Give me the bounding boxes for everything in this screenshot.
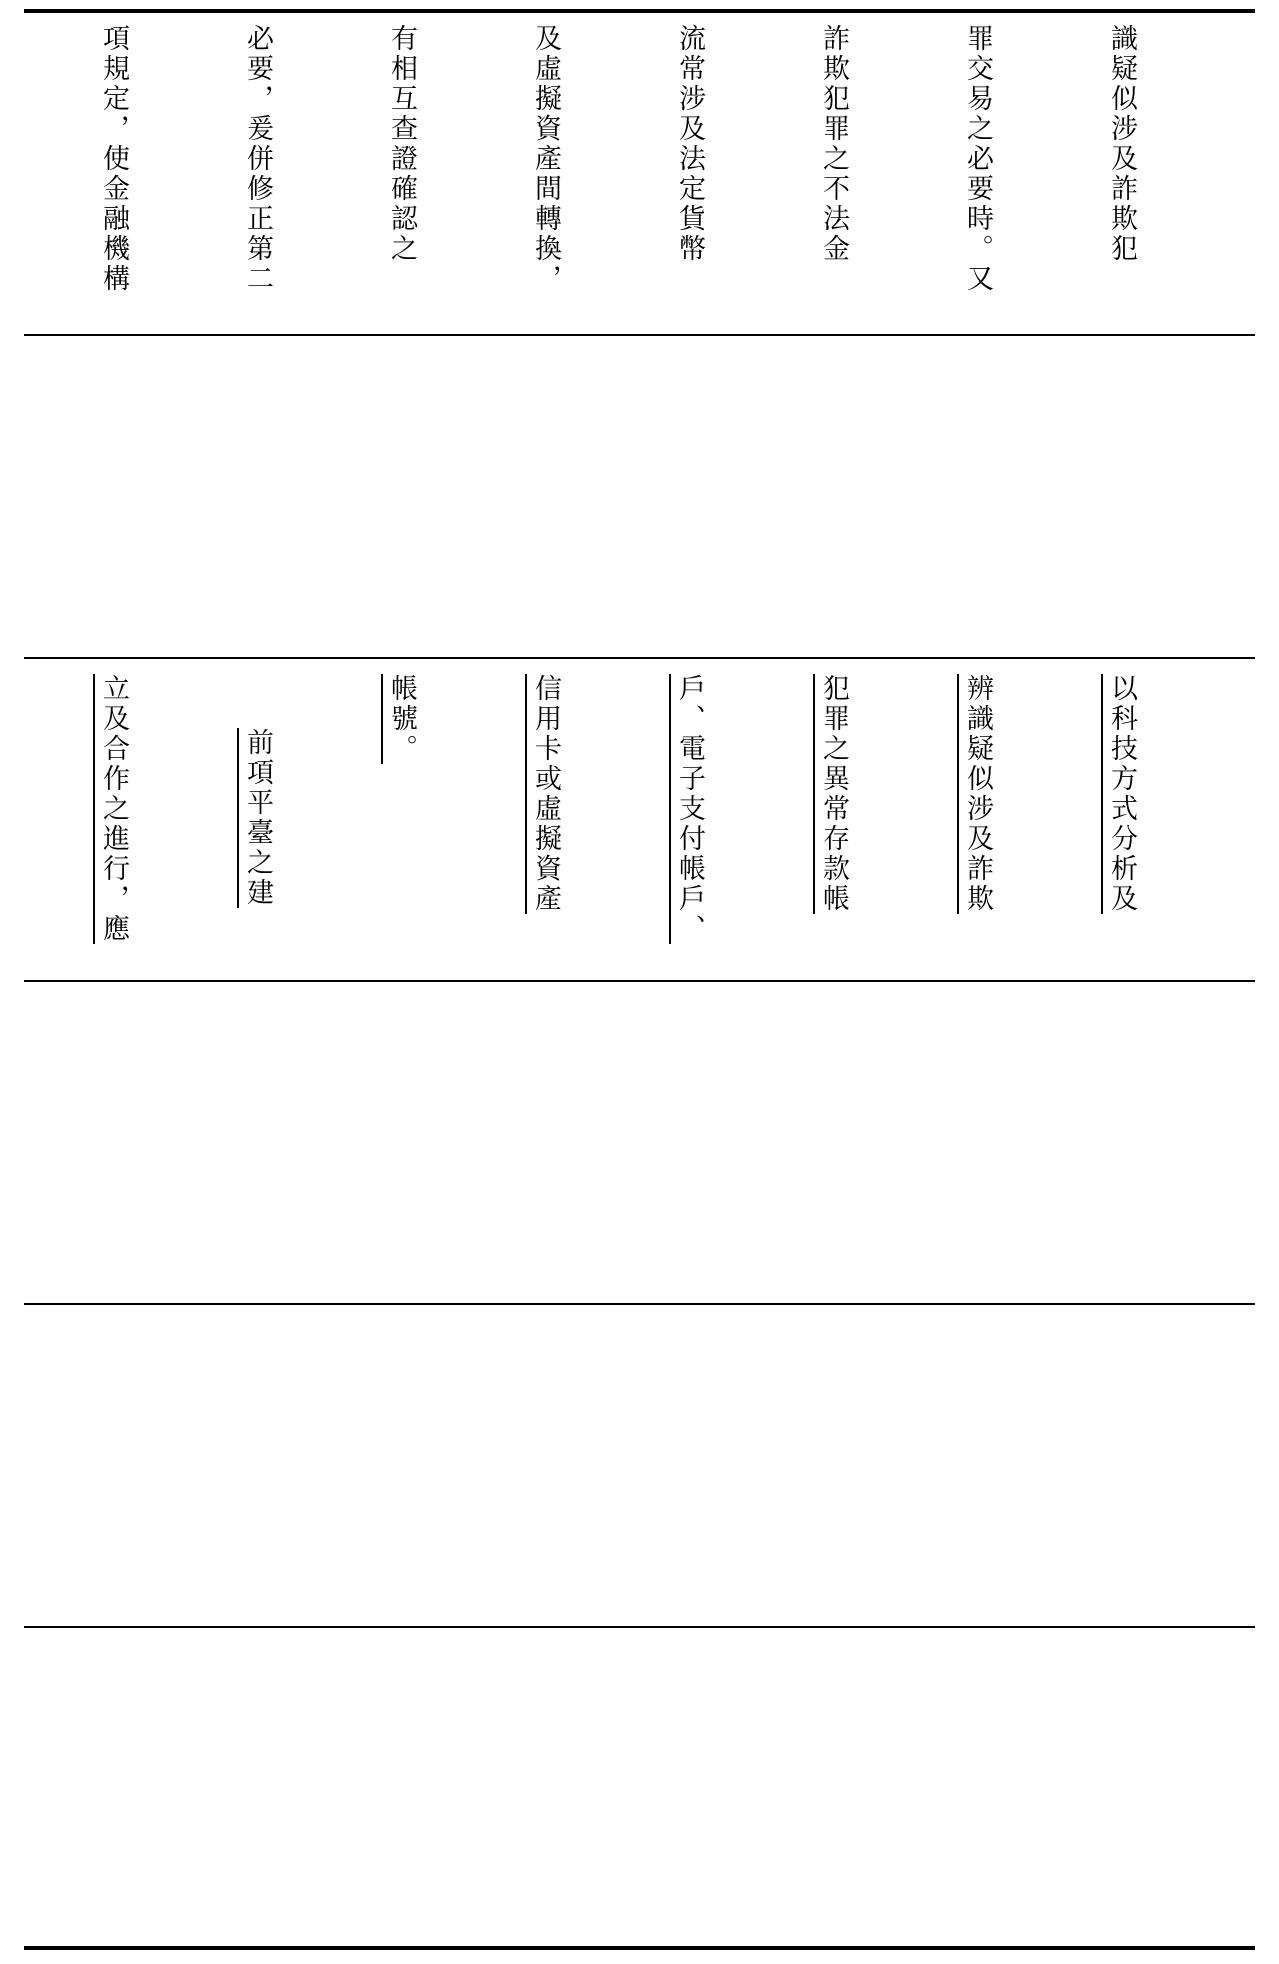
explanation-text-block xyxy=(0,24,1241,344)
section-divider xyxy=(24,657,1255,659)
text-column: 識疑似涉及詐欺犯 xyxy=(1106,24,1137,264)
amendment-text-block xyxy=(0,674,1241,974)
text-column: 辨識疑似涉及詐欺 xyxy=(962,674,993,914)
text-column: 詐欺犯罪之不法金 xyxy=(818,24,849,264)
text-column: 以科技方式分析及 xyxy=(1106,674,1137,914)
text-column: 有相互查證確認之 xyxy=(386,24,417,264)
text-column: 立及合作之進行，應 xyxy=(98,674,129,944)
text-column: 戶、電子支付帳戶、 xyxy=(674,674,705,944)
section-divider xyxy=(24,980,1255,982)
text-column: 必要，爰併修正第二 xyxy=(242,24,273,294)
text-column: 前項平臺之建 xyxy=(242,728,273,908)
section-divider xyxy=(24,334,1255,336)
text-column: 罪交易之必要時。又 xyxy=(962,24,993,294)
bottom-rule xyxy=(24,1946,1255,1950)
text-column: 信用卡或虛擬資產 xyxy=(530,674,561,914)
text-column: 犯罪之異常存款帳 xyxy=(818,674,849,914)
section-divider xyxy=(24,1626,1255,1628)
text-column: 帳號。 xyxy=(386,674,417,764)
text-column: 及虛擬資產間轉換， xyxy=(530,24,561,294)
text-column: 項規定，使金融機構 xyxy=(98,24,129,294)
text-column: 流常涉及法定貨幣 xyxy=(674,24,705,264)
top-rule xyxy=(24,9,1255,13)
section-divider xyxy=(24,1303,1255,1305)
